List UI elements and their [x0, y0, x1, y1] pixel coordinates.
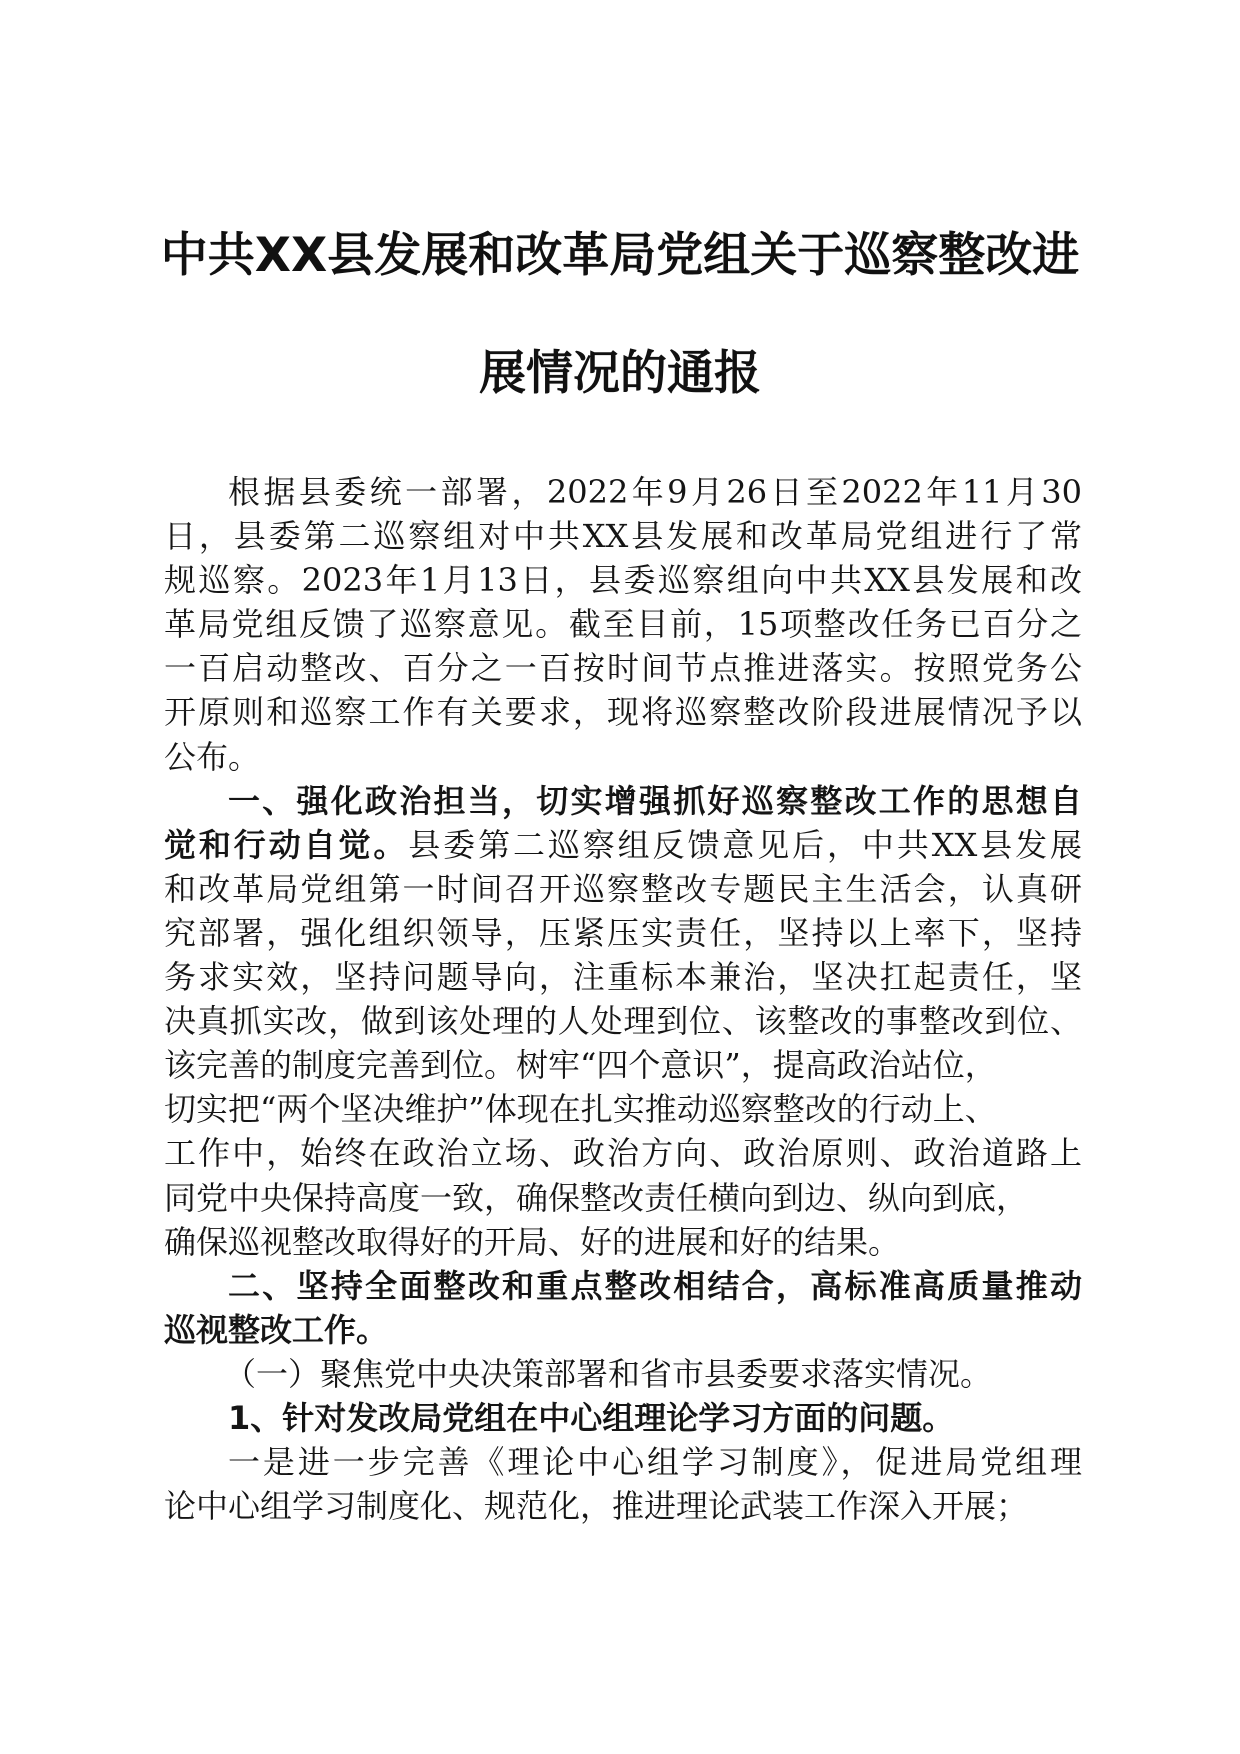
paragraph-line: 一百启动整改、百分之一百按时间节点推进落实。按照党务公 [164, 649, 1082, 688]
paragraph-line: 一是进一步完善《理论中心组学习制度》，促进局党组理 [228, 1443, 1082, 1482]
document-title-line-2: 展情况的通报 [479, 346, 761, 401]
paragraph-line: 公布。 [164, 737, 261, 776]
document-title-line-1: 中共XX县发展和改革局党组关于巡察整改进 [160, 228, 1080, 283]
section-1-text: 县委第二巡察组反馈意见后，中共XX县发展 [408, 825, 1082, 864]
paragraph-line: 究部署，强化组织领导，压紧压实责任，坚持以上率下，坚持 [164, 913, 1082, 952]
section-1-heading: 一、强化政治担当，切实增强抓好巡察整改工作的思想自 [228, 781, 1082, 820]
paragraph-line: 论中心组学习制度化、规范化，推进理论武装工作深入开展； [164, 1487, 1029, 1526]
paragraph-line: 切实把“两个坚决维护”体现在扎实推动巡察整改的行动上、 [164, 1090, 997, 1129]
paragraph-line: 规巡察。2023年1月13日，县委巡察组向中共XX县发展和改 [164, 561, 1082, 600]
item-heading: 1、针对发改局党组在中心组理论学习方面的问题。 [228, 1398, 955, 1437]
paragraph-line: 开原则和巡察工作有关要求，现将巡察整改阶段进展情况予以 [164, 693, 1082, 732]
paragraph-line: 务求实效，坚持问题导向，注重标本兼治，坚决扛起责任，坚 [164, 958, 1082, 997]
document-body [164, 470, 1082, 1528]
paragraph-line: 根据县委统一部署，2022年9月26日至2022年11月30 [228, 473, 1082, 511]
paragraph-line: 决真抓实改，做到该处理的人处理到位、该整改的事整改到位、 [164, 1002, 1082, 1041]
section-1-heading-end: 觉和行动自觉。 [164, 825, 409, 864]
paragraph-line: 革局党组反馈了巡察意见。截至目前，15项整改任务已百分之 [164, 605, 1082, 644]
section-2-heading-end: 巡视整改工作。 [164, 1310, 389, 1349]
paragraph-line: 该完善的制度完善到位。树牢“四个意识”，提高政治站位， [164, 1046, 997, 1085]
paragraph-line [164, 823, 1082, 867]
paragraph-line: 工作中，始终在政治立场、政治方向、政治原则、政治道路上 [164, 1134, 1082, 1173]
subsection-heading: （一）聚焦党中央决策部署和省市县委要求落实情况。 [224, 1354, 993, 1393]
paragraph-line: 确保巡视整改取得好的开局、好的进展和好的结果。 [164, 1222, 901, 1261]
paragraph-line: 同党中央保持高度一致，确保整改责任横向到边、纵向到底， [164, 1178, 1029, 1217]
paragraph-line: 日，县委第二巡察组对中共XX县发展和改革局党组进行了常 [164, 517, 1082, 556]
section-2-heading: 二、坚持全面整改和重点整改相结合，高标准高质量推动 [228, 1266, 1082, 1305]
paragraph-line: 和改革局党组第一时间召开巡察整改专题民主生活会，认真研 [164, 869, 1082, 908]
